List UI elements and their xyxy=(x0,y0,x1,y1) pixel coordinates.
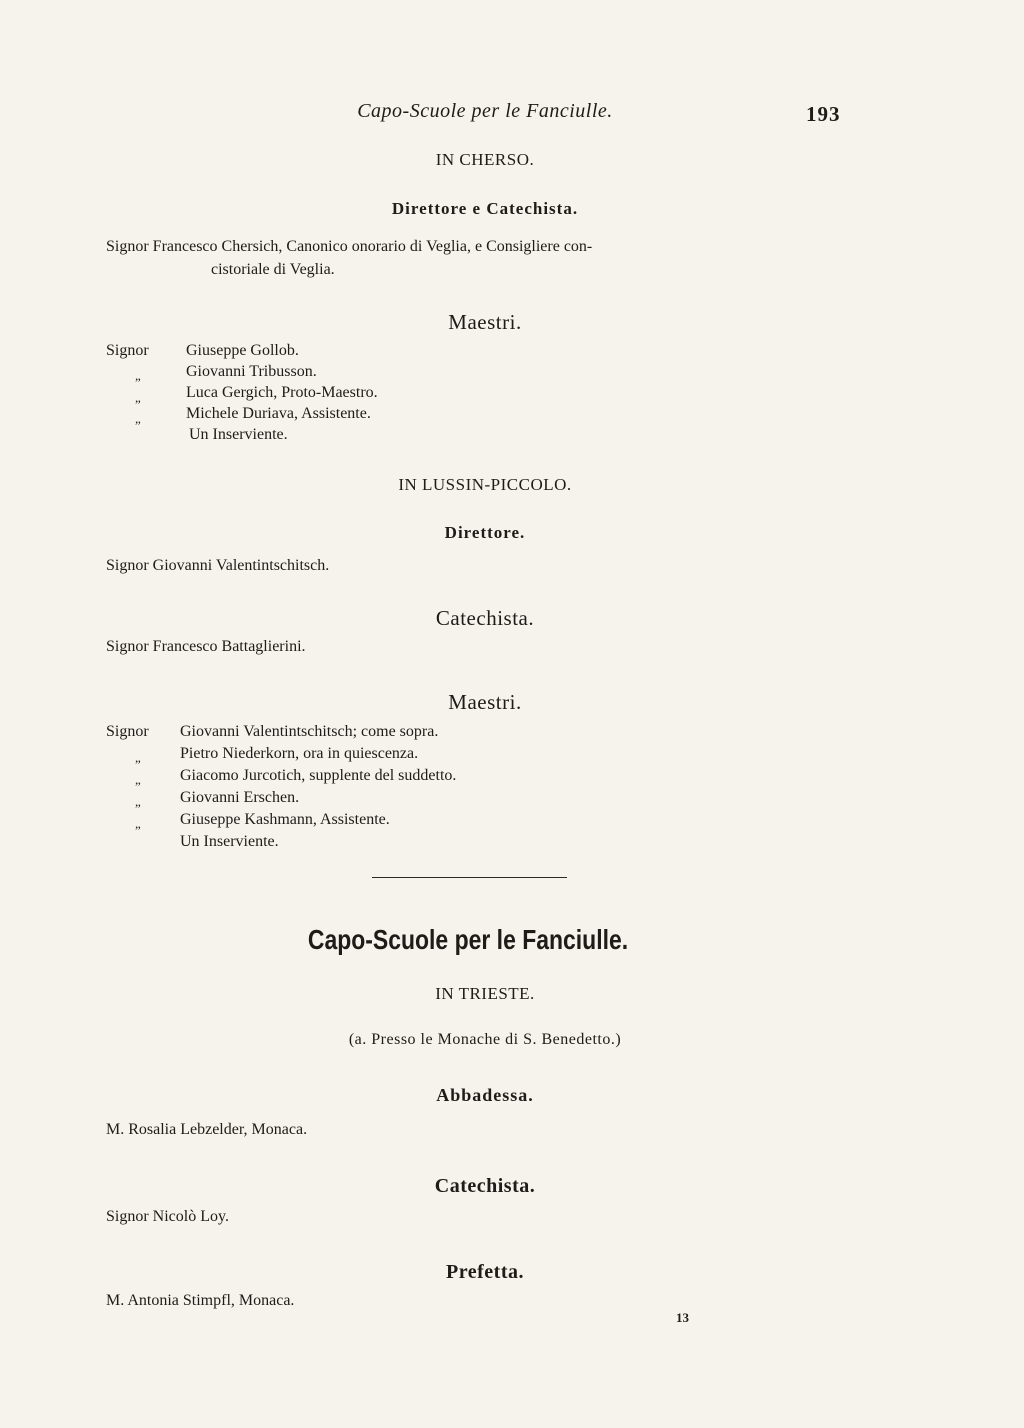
running-title: Capo-Scuole per le Fanciulle. xyxy=(357,100,613,122)
lussin-maestro-2: Pietro Niederkorn, ora in quiescenza. xyxy=(180,745,419,762)
lussin-catechista-heading: Catechista. xyxy=(435,606,535,630)
abbadessa-heading: Abbadessa. xyxy=(436,1085,534,1105)
cherso-direttore-line2: cistoriale di Veglia. xyxy=(211,261,335,278)
section-title: Capo-Scuole per le Fanciulle. xyxy=(307,924,629,955)
page-number: 193 xyxy=(806,102,841,126)
cherso-maestri-signor: Signor xyxy=(106,342,149,359)
lussin-catechista-line: Signor Francesco Battaglierini. xyxy=(106,638,306,655)
cherso-direttore-line1: Signor Francesco Chersich, Canonico onorario di Veglia, e Consigliere con- xyxy=(106,238,593,255)
ditto-mark: „ xyxy=(135,816,141,831)
cherso-maestro-2: Giovanni Tribusson. xyxy=(186,363,317,380)
lussin-maestri-signor: Signor xyxy=(106,723,149,740)
city-heading-trieste: IN TRIESTE. xyxy=(435,984,535,1003)
lussin-maestro-4: Giovanni Erschen. xyxy=(180,789,300,806)
ditto-mark: „ xyxy=(135,772,141,787)
cherso-maestro-3: Luca Gergich, Proto-Maestro. xyxy=(186,384,378,401)
prefetta-heading: Prefetta. xyxy=(446,1261,524,1283)
cherso-maestro-4: Michele Duriava, Assistente. xyxy=(186,405,371,422)
lussin-direttore-heading: Direttore. xyxy=(444,523,526,542)
trieste-subtitle: (a. Presso le Monache di S. Benedetto.) xyxy=(348,1031,622,1048)
ditto-mark: „ xyxy=(135,390,141,405)
cherso-maestri-heading: Maestri. xyxy=(448,310,522,334)
cherso-direttore-heading: Direttore e Catechista. xyxy=(391,199,579,218)
section-divider xyxy=(372,877,567,878)
cherso-maestro-1: Giuseppe Gollob. xyxy=(186,342,299,359)
trieste-catechista-line: Signor Nicolò Loy. xyxy=(106,1208,229,1225)
trieste-catechista-heading: Catechista. xyxy=(434,1175,536,1197)
signature-mark: 13 xyxy=(676,1310,689,1325)
lussin-maestro-1: Giovanni Valentintschitsch; come sopra. xyxy=(180,723,439,740)
city-heading-lussin: IN LUSSIN-PICCOLO. xyxy=(398,475,572,494)
city-heading-cherso: IN CHERSO. xyxy=(435,150,535,169)
lussin-direttore-line: Signor Giovanni Valentintschitsch. xyxy=(106,557,330,574)
lussin-maestro-5: Giuseppe Kashmann, Assistente. xyxy=(180,811,390,828)
prefetta-line: M. Antonia Stimpfl, Monaca. xyxy=(106,1292,295,1309)
lussin-maestro-3: Giacomo Jurcotich, supplente del suddetto. xyxy=(180,767,457,784)
ditto-mark: „ xyxy=(135,368,141,383)
lussin-maestro-6: Un Inserviente. xyxy=(180,833,279,850)
abbadessa-line: M. Rosalia Lebzelder, Monaca. xyxy=(106,1121,308,1138)
ditto-mark: „ xyxy=(135,411,141,426)
lussin-maestri-heading: Maestri. xyxy=(448,690,522,714)
ditto-mark: „ xyxy=(135,750,141,765)
ditto-mark: „ xyxy=(135,794,141,809)
cherso-maestro-5: Un Inserviente. xyxy=(189,426,288,443)
